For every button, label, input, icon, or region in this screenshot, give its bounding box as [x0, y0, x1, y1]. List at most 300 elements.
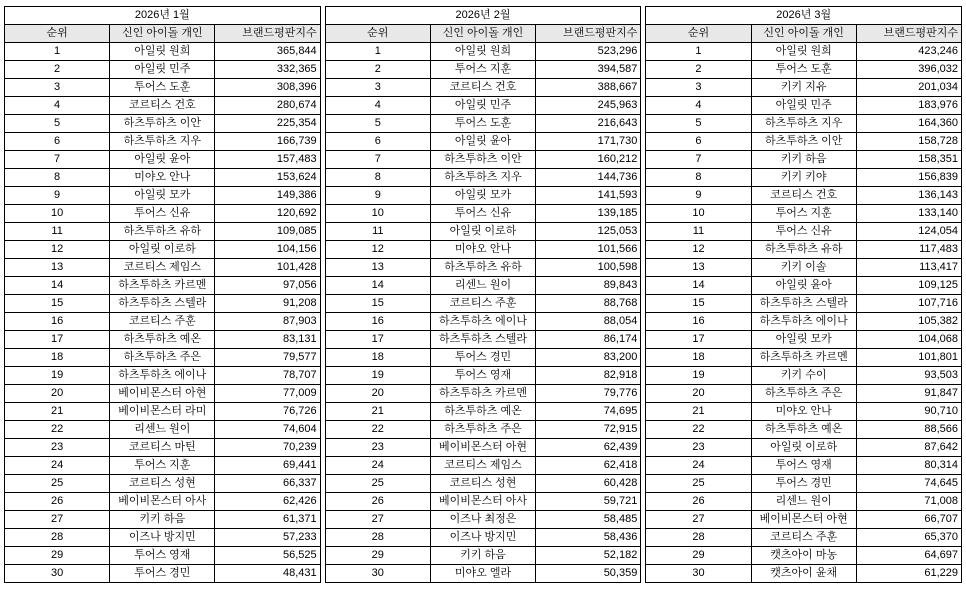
- cell-score: 64,697: [856, 547, 961, 565]
- cell-score: 58,436: [536, 529, 641, 547]
- ranking-table-1: [4, 6, 321, 583]
- cell-rank: 15: [325, 295, 430, 313]
- table-row: [5, 493, 321, 511]
- cell-score: 156,839: [856, 169, 961, 187]
- cell-name: 베이비몬스터 아사: [430, 493, 535, 511]
- table-row: [325, 457, 641, 475]
- cell-name: 코르티스 주훈: [430, 295, 535, 313]
- cell-score: 332,365: [215, 61, 320, 79]
- cell-rank: 11: [325, 223, 430, 241]
- table-row: [5, 97, 321, 115]
- table-row: [5, 187, 321, 205]
- table-row: [646, 79, 962, 97]
- cell-score: 89,843: [536, 277, 641, 295]
- cell-name: 아일릿 민주: [751, 97, 856, 115]
- table-row: [325, 277, 641, 295]
- cell-rank: 15: [646, 295, 751, 313]
- cell-rank: 23: [646, 439, 751, 457]
- cell-score: 91,847: [856, 385, 961, 403]
- cell-name: 키키 하음: [430, 547, 535, 565]
- table-row: [646, 151, 962, 169]
- cell-score: 91,208: [215, 295, 320, 313]
- cell-name: 아일릿 원희: [430, 43, 535, 61]
- cell-rank: 21: [646, 403, 751, 421]
- cell-score: 104,156: [215, 241, 320, 259]
- cell-rank: 16: [646, 313, 751, 331]
- table-row: [325, 187, 641, 205]
- cell-name: 키키 지유: [751, 79, 856, 97]
- cell-rank: 23: [325, 439, 430, 457]
- column-header-name: 신인 아이돌 개인: [430, 25, 535, 43]
- table-row: [325, 403, 641, 421]
- cell-name: 코르티스 건호: [110, 97, 215, 115]
- cell-rank: 13: [5, 259, 110, 277]
- cell-name: 하츠투하츠 예온: [430, 403, 535, 421]
- month-title: 2026년 1월: [5, 7, 321, 25]
- table-row: [325, 295, 641, 313]
- month-block-2: [325, 6, 642, 603]
- cell-rank: 30: [646, 565, 751, 583]
- table-row: [646, 61, 962, 79]
- cell-rank: 11: [5, 223, 110, 241]
- table-row: [5, 547, 321, 565]
- cell-rank: 20: [5, 385, 110, 403]
- month-block-1: [4, 6, 321, 603]
- cell-name: 아일릿 원희: [110, 43, 215, 61]
- cell-score: 62,439: [536, 439, 641, 457]
- table-row: [5, 457, 321, 475]
- cell-name: 아일릿 이로하: [110, 241, 215, 259]
- ranking-table-3: [645, 6, 962, 583]
- table-row: [646, 421, 962, 439]
- cell-rank: 8: [325, 169, 430, 187]
- cell-name: 투어스 신유: [110, 205, 215, 223]
- cell-name: 하츠투하츠 지우: [110, 133, 215, 151]
- cell-name: 투어스 도훈: [430, 115, 535, 133]
- column-header-row: [646, 25, 962, 43]
- cell-score: 125,053: [536, 223, 641, 241]
- cell-name: 하츠투하츠 유하: [110, 223, 215, 241]
- table-row: [646, 385, 962, 403]
- cell-rank: 17: [5, 331, 110, 349]
- cell-rank: 29: [646, 547, 751, 565]
- table-row: [646, 277, 962, 295]
- cell-score: 77,009: [215, 385, 320, 403]
- table-row: [325, 79, 641, 97]
- table-row: [325, 313, 641, 331]
- cell-name: 투어스 신유: [430, 205, 535, 223]
- cell-rank: 27: [325, 511, 430, 529]
- cell-name: 투어스 경민: [751, 475, 856, 493]
- table-row: [5, 349, 321, 367]
- cell-name: 투어스 도훈: [751, 61, 856, 79]
- cell-score: 388,667: [536, 79, 641, 97]
- cell-score: 100,598: [536, 259, 641, 277]
- cell-name: 리센느 원이: [430, 277, 535, 295]
- table-row: [5, 565, 321, 583]
- cell-name: 하츠투하츠 에이나: [110, 367, 215, 385]
- cell-rank: 9: [325, 187, 430, 205]
- cell-score: 101,428: [215, 259, 320, 277]
- cell-score: 50,359: [536, 565, 641, 583]
- table-row: [325, 529, 641, 547]
- cell-score: 105,382: [856, 313, 961, 331]
- table-row: [646, 529, 962, 547]
- cell-rank: 8: [5, 169, 110, 187]
- cell-rank: 27: [5, 511, 110, 529]
- cell-name: 하츠투하츠 스텔라: [110, 295, 215, 313]
- cell-score: 225,354: [215, 115, 320, 133]
- cell-rank: 21: [325, 403, 430, 421]
- cell-score: 62,426: [215, 493, 320, 511]
- column-header-rank: 순위: [5, 25, 110, 43]
- table-row: [325, 43, 641, 61]
- cell-name: 하츠투하츠 주은: [110, 349, 215, 367]
- cell-name: 키키 하음: [751, 151, 856, 169]
- cell-name: 코르티스 주훈: [110, 313, 215, 331]
- cell-name: 투어스 경민: [110, 565, 215, 583]
- cell-name: 키키 하음: [110, 511, 215, 529]
- cell-rank: 1: [325, 43, 430, 61]
- cell-name: 아일릿 민주: [110, 61, 215, 79]
- table-row: [646, 241, 962, 259]
- cell-rank: 11: [646, 223, 751, 241]
- cell-name: 미야오 안나: [751, 403, 856, 421]
- cell-name: 투어스 영재: [751, 457, 856, 475]
- table-row: [5, 61, 321, 79]
- cell-rank: 7: [5, 151, 110, 169]
- cell-score: 79,776: [536, 385, 641, 403]
- cell-rank: 2: [646, 61, 751, 79]
- cell-rank: 18: [325, 349, 430, 367]
- table-row: [325, 439, 641, 457]
- table-row: [5, 331, 321, 349]
- table-row: [5, 367, 321, 385]
- cell-rank: 16: [5, 313, 110, 331]
- cell-score: 66,707: [856, 511, 961, 529]
- cell-score: 166,739: [215, 133, 320, 151]
- cell-rank: 30: [325, 565, 430, 583]
- table-row: [646, 493, 962, 511]
- cell-score: 60,428: [536, 475, 641, 493]
- cell-rank: 26: [646, 493, 751, 511]
- cell-rank: 10: [325, 205, 430, 223]
- cell-rank: 12: [646, 241, 751, 259]
- month-title: 2026년 2월: [325, 7, 641, 25]
- cell-score: 149,386: [215, 187, 320, 205]
- cell-name: 코르티스 제임스: [430, 457, 535, 475]
- cell-name: 베이비몬스터 라미: [110, 403, 215, 421]
- cell-name: 아일릿 이로하: [751, 439, 856, 457]
- cell-name: 하츠투하츠 유하: [430, 259, 535, 277]
- cell-rank: 10: [646, 205, 751, 223]
- cell-name: 투어스 지훈: [430, 61, 535, 79]
- cell-score: 158,728: [856, 133, 961, 151]
- cell-name: 이즈나 방지민: [430, 529, 535, 547]
- table-row: [325, 421, 641, 439]
- cell-score: 83,200: [536, 349, 641, 367]
- table-row: [646, 403, 962, 421]
- cell-rank: 28: [646, 529, 751, 547]
- cell-name: 하츠투하츠 이안: [751, 133, 856, 151]
- cell-name: 리센느 원이: [751, 493, 856, 511]
- table-row: [325, 169, 641, 187]
- cell-rank: 29: [325, 547, 430, 565]
- cell-score: 74,695: [536, 403, 641, 421]
- table-row: [646, 367, 962, 385]
- column-header-name: 신인 아이돌 개인: [751, 25, 856, 43]
- cell-name: 아일릿 윤아: [430, 133, 535, 151]
- cell-rank: 30: [5, 565, 110, 583]
- cell-rank: 19: [325, 367, 430, 385]
- cell-name: 하츠투하츠 유하: [751, 241, 856, 259]
- column-header-row: [325, 25, 641, 43]
- cell-name: 투어스 도훈: [110, 79, 215, 97]
- cell-rank: 3: [646, 79, 751, 97]
- cell-rank: 8: [646, 169, 751, 187]
- cell-score: 82,918: [536, 367, 641, 385]
- cell-score: 365,844: [215, 43, 320, 61]
- cell-rank: 18: [646, 349, 751, 367]
- cell-score: 164,360: [856, 115, 961, 133]
- table-row: [5, 151, 321, 169]
- cell-rank: 15: [5, 295, 110, 313]
- cell-rank: 2: [325, 61, 430, 79]
- cell-score: 109,085: [215, 223, 320, 241]
- cell-name: 하츠투하츠 카르멘: [430, 385, 535, 403]
- cell-score: 65,370: [856, 529, 961, 547]
- table-row: [5, 241, 321, 259]
- cell-name: 아일릿 윤아: [110, 151, 215, 169]
- cell-score: 93,503: [856, 367, 961, 385]
- cell-name: 코르티스 마틴: [110, 439, 215, 457]
- cell-score: 153,624: [215, 169, 320, 187]
- column-header-row: [5, 25, 321, 43]
- cell-name: 하츠투하츠 에이나: [430, 313, 535, 331]
- cell-rank: 24: [5, 457, 110, 475]
- table-row: [5, 133, 321, 151]
- table-row: [646, 205, 962, 223]
- table-row: [646, 97, 962, 115]
- cell-score: 216,643: [536, 115, 641, 133]
- table-row: [5, 295, 321, 313]
- cell-score: 56,525: [215, 547, 320, 565]
- cell-name: 리센느 원이: [110, 421, 215, 439]
- cell-rank: 19: [646, 367, 751, 385]
- cell-name: 이즈나 방지민: [110, 529, 215, 547]
- cell-score: 160,212: [536, 151, 641, 169]
- cell-score: 104,068: [856, 331, 961, 349]
- cell-name: 아일릿 모카: [430, 187, 535, 205]
- cell-score: 136,143: [856, 187, 961, 205]
- table-row: [325, 367, 641, 385]
- table-row: [325, 331, 641, 349]
- cell-rank: 17: [646, 331, 751, 349]
- cell-rank: 24: [646, 457, 751, 475]
- cell-score: 141,593: [536, 187, 641, 205]
- cell-name: 베이비몬스터 아현: [110, 385, 215, 403]
- table-row: [646, 547, 962, 565]
- cell-name: 하츠투하츠 카르멘: [751, 349, 856, 367]
- cell-score: 88,566: [856, 421, 961, 439]
- cell-rank: 12: [325, 241, 430, 259]
- cell-score: 107,716: [856, 295, 961, 313]
- month-title-row: [5, 7, 321, 25]
- table-row: [5, 313, 321, 331]
- cell-score: 120,692: [215, 205, 320, 223]
- table-row: [325, 259, 641, 277]
- cell-rank: 23: [5, 439, 110, 457]
- cell-score: 423,246: [856, 43, 961, 61]
- table-row: [5, 439, 321, 457]
- cell-name: 코르티스 주훈: [751, 529, 856, 547]
- cell-rank: 6: [325, 133, 430, 151]
- table-row: [5, 259, 321, 277]
- cell-name: 하츠투하츠 카르멘: [110, 277, 215, 295]
- cell-name: 아일릿 민주: [430, 97, 535, 115]
- cell-rank: 22: [646, 421, 751, 439]
- cell-score: 69,441: [215, 457, 320, 475]
- table-row: [646, 169, 962, 187]
- cell-rank: 13: [646, 259, 751, 277]
- cell-name: 하츠투하츠 스텔라: [751, 295, 856, 313]
- cell-score: 88,768: [536, 295, 641, 313]
- table-row: [325, 97, 641, 115]
- table-row: [646, 457, 962, 475]
- table-row: [646, 511, 962, 529]
- cell-score: 70,239: [215, 439, 320, 457]
- cell-rank: 24: [325, 457, 430, 475]
- cell-name: 캣츠아이 윤채: [751, 565, 856, 583]
- month-title-row: [646, 7, 962, 25]
- table-row: [325, 241, 641, 259]
- cell-rank: 16: [325, 313, 430, 331]
- table-row: [646, 187, 962, 205]
- cell-score: 86,174: [536, 331, 641, 349]
- cell-name: 투어스 영재: [110, 547, 215, 565]
- cell-score: 48,431: [215, 565, 320, 583]
- table-row: [325, 151, 641, 169]
- table-row: [325, 349, 641, 367]
- cell-name: 미야오 안나: [110, 169, 215, 187]
- cell-score: 80,314: [856, 457, 961, 475]
- table-row: [646, 313, 962, 331]
- cell-rank: 2: [5, 61, 110, 79]
- cell-score: 57,233: [215, 529, 320, 547]
- table-row: [646, 331, 962, 349]
- cell-score: 97,056: [215, 277, 320, 295]
- cell-name: 투어스 지훈: [110, 457, 215, 475]
- column-header-score: 브랜드평판지수: [536, 25, 641, 43]
- cell-score: 171,730: [536, 133, 641, 151]
- cell-name: 하츠투하츠 지우: [430, 169, 535, 187]
- cell-score: 76,726: [215, 403, 320, 421]
- cell-rank: 3: [5, 79, 110, 97]
- cell-name: 베이비몬스터 아사: [110, 493, 215, 511]
- cell-rank: 25: [325, 475, 430, 493]
- table-row: [646, 223, 962, 241]
- column-header-rank: 순위: [325, 25, 430, 43]
- cell-rank: 6: [5, 133, 110, 151]
- cell-name: 하츠투하츠 예온: [751, 421, 856, 439]
- table-row: [325, 205, 641, 223]
- cell-score: 58,485: [536, 511, 641, 529]
- cell-name: 키키 키야: [751, 169, 856, 187]
- table-row: [5, 475, 321, 493]
- cell-rank: 25: [646, 475, 751, 493]
- column-header-rank: 순위: [646, 25, 751, 43]
- table-row: [325, 115, 641, 133]
- table-row: [646, 295, 962, 313]
- table-row: [646, 115, 962, 133]
- cell-name: 아일릿 모카: [110, 187, 215, 205]
- cell-name: 베이비몬스터 아현: [751, 511, 856, 529]
- cell-score: 394,587: [536, 61, 641, 79]
- cell-score: 144,736: [536, 169, 641, 187]
- cell-rank: 27: [646, 511, 751, 529]
- ranking-table-2: [325, 6, 642, 583]
- cell-score: 90,710: [856, 403, 961, 421]
- cell-name: 하츠투하츠 예온: [110, 331, 215, 349]
- table-row: [646, 565, 962, 583]
- month-title-row: [325, 7, 641, 25]
- cell-name: 코르티스 건호: [751, 187, 856, 205]
- table-row: [325, 475, 641, 493]
- cell-rank: 22: [5, 421, 110, 439]
- cell-rank: 19: [5, 367, 110, 385]
- table-row: [646, 475, 962, 493]
- cell-score: 72,915: [536, 421, 641, 439]
- table-row: [5, 511, 321, 529]
- cell-name: 키키 이솔: [751, 259, 856, 277]
- cell-rank: 29: [5, 547, 110, 565]
- cell-rank: 6: [646, 133, 751, 151]
- cell-score: 74,604: [215, 421, 320, 439]
- cell-name: 캣츠아이 마농: [751, 547, 856, 565]
- cell-rank: 1: [646, 43, 751, 61]
- cell-score: 83,131: [215, 331, 320, 349]
- cell-score: 113,417: [856, 259, 961, 277]
- cell-name: 투어스 신유: [751, 223, 856, 241]
- cell-name: 하츠투하츠 이안: [430, 151, 535, 169]
- table-row: [325, 133, 641, 151]
- cell-score: 61,371: [215, 511, 320, 529]
- table-row: [5, 529, 321, 547]
- cell-score: 523,296: [536, 43, 641, 61]
- cell-score: 61,229: [856, 565, 961, 583]
- cell-rank: 20: [325, 385, 430, 403]
- table-row: [646, 133, 962, 151]
- cell-score: 109,125: [856, 277, 961, 295]
- cell-score: 245,963: [536, 97, 641, 115]
- cell-rank: 20: [646, 385, 751, 403]
- table-row: [5, 115, 321, 133]
- cell-rank: 13: [325, 259, 430, 277]
- cell-rank: 26: [325, 493, 430, 511]
- cell-score: 79,577: [215, 349, 320, 367]
- column-header-score: 브랜드평판지수: [856, 25, 961, 43]
- cell-score: 280,674: [215, 97, 320, 115]
- cell-score: 201,034: [856, 79, 961, 97]
- cell-name: 아일릿 윤아: [751, 277, 856, 295]
- cell-rank: 4: [5, 97, 110, 115]
- cell-score: 87,903: [215, 313, 320, 331]
- cell-score: 71,008: [856, 493, 961, 511]
- column-header-name: 신인 아이돌 개인: [110, 25, 215, 43]
- table-row: [325, 511, 641, 529]
- cell-score: 74,645: [856, 475, 961, 493]
- table-row: [325, 547, 641, 565]
